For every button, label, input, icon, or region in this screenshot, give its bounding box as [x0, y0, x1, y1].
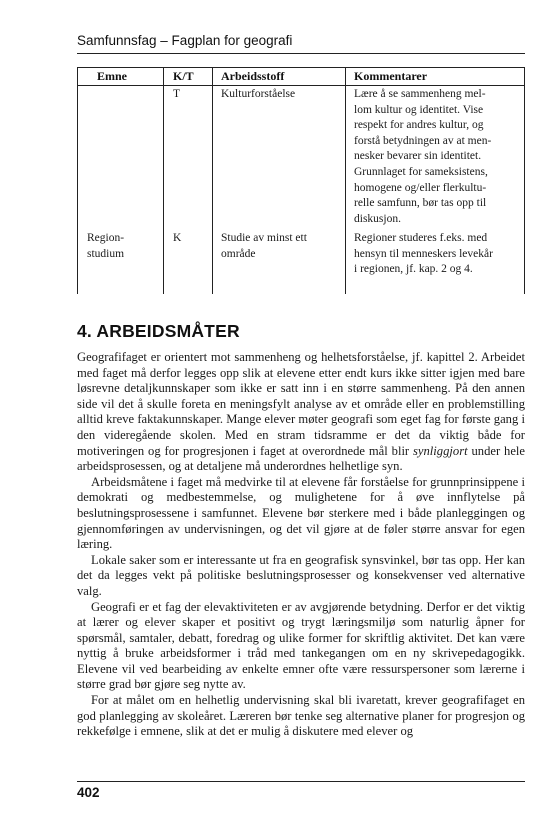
cell-line: område	[221, 247, 256, 260]
paragraph: Geografi er et fag der elevaktiviteten er av avgjørende betydning. Derfor er det viktig at lærer og elever skaper et positivt og trygt læringsmiljø som naturlig åpner for spørsmål, samtaler, debatt, foredrag og ulike former for skriftlig aktivitet. Det kan være nyttig å bruke arbeidsformer i tråd med tankegangen om en ny skrivepedagogikk. Elevene vil ved bearbeiding av enkelte emner ofte være ressurspersoner som lærerne i større grad bør gjøre seg nytte av.	[77, 599, 525, 692]
table-cell-arbeidsstoff	[221, 87, 295, 103]
body-text	[77, 350, 525, 740]
cell-line: homogene og/eller flerkultu-	[354, 181, 487, 194]
table-cell-kt: K	[173, 232, 182, 244]
paragraph-text: under hele arbeidsprosessen, og at detaljene må underordnes helhetlige syn.	[77, 443, 525, 474]
running-head: Samfunnsfag – Fagplan for geografi	[77, 33, 293, 48]
table-header-rule	[77, 85, 525, 86]
cell-line: nesker bevarer sin identitet.	[354, 150, 482, 163]
table-column-rule	[163, 67, 164, 294]
header-rule	[77, 53, 525, 54]
cell-line: forstå betydningen av at men-	[354, 134, 492, 147]
table-cell-kt: T	[173, 88, 181, 100]
cell-line: i regionen, jf. kap. 2 og 4.	[354, 263, 473, 276]
column-header-kt: K/T	[173, 69, 194, 83]
cell-line: Lære å se sammenheng mel-	[354, 88, 486, 100]
paragraph	[77, 350, 525, 475]
footer-rule	[77, 781, 525, 782]
paragraph: Arbeidsmåtene i faget må medvirke til at elevene får forståelse for grunnprinsippene i demokrati og medbestemmelse, og mulighetene for å øve innflytelse på beslutningsprosessene i samfunnet. Elevene bør sterkere med i både planleggingen og gjennomføringen av undervisningen, og det vil gjøre at de føler større ansvar for egen læring.	[77, 474, 525, 552]
table-cell-arbeidsstoff	[221, 231, 307, 262]
cell-line: lom kultur og identitet. Vise	[354, 103, 484, 116]
cell-line: hensyn til menneskers levekår	[354, 247, 493, 260]
column-header-kommentarer: Kommentarer	[354, 69, 428, 83]
paragraph: For at målet om en helhetlig undervisning skal bli ivaretatt, krever geografifaget en god planlegging av skoleåret. Læreren bør tenke seg alternative planer for progresjon og rekkefølge i emnene, slik at det er mulig å diskutere med elever og	[77, 693, 525, 739]
table-top-rule	[77, 67, 525, 68]
paragraph-text: Geografifaget er orientert mot sammenheng og helhetsforståelse, jf. kapittel 2. Arbeidet med faget må derfor legges opp slik at elevene etter endt kurs ikke sitter igjen med bare løsrevne detaljkunnskaper som ikke er satt inn i en større sammenheng. På den annen side vil det å skulle foreta en meningsfylt analyse av et område eller en problemstilling alltid kreve faktakunnskaper. Mange elever møter geografi som eget fag for første gang i den videregående skolen. Med en stram tidsramme er det da viktig både for motiveringen og for progresjonen i faget at overordnede mål blir	[77, 350, 525, 458]
page-number: 402	[77, 785, 100, 800]
table-cell-kommentarer	[354, 87, 491, 227]
cell-line: Kulturforståelse	[221, 88, 296, 100]
cell-line: Studie av minst ett	[221, 232, 307, 244]
cell-line: studium	[87, 247, 125, 260]
table-column-rule	[345, 67, 346, 294]
table-column-rule	[524, 67, 525, 294]
column-header-emne: Emne	[97, 69, 127, 83]
cell-line: Region-	[87, 232, 125, 244]
emphasis-text: synliggjort	[413, 443, 468, 458]
paragraph: Lokale saker som er interessante ut fra en geografisk synsvinkel, bør tas opp. Her kan det da legges vekt på politiske beslutningsprosesser og konsekvenser ved alternative valg.	[77, 552, 525, 598]
column-header-arbeidsstoff: Arbeidsstoff	[221, 69, 285, 83]
subject-table	[77, 67, 525, 294]
table-cell-kommentarer	[354, 231, 493, 278]
cell-line: Grunnlaget for sameksistens,	[354, 165, 488, 178]
table-column-rule	[77, 67, 78, 294]
cell-line: diskusjon.	[354, 212, 401, 225]
cell-line: Regioner studeres f.eks. med	[354, 232, 488, 244]
cell-line: relle samfunn, bør tas opp til	[354, 197, 487, 210]
table-cell-emne	[87, 231, 124, 262]
section-heading: 4. ARBEIDSMÅTER	[77, 321, 240, 341]
table-column-rule	[212, 67, 213, 294]
cell-line: respekt for andres kultur, og	[354, 119, 484, 132]
